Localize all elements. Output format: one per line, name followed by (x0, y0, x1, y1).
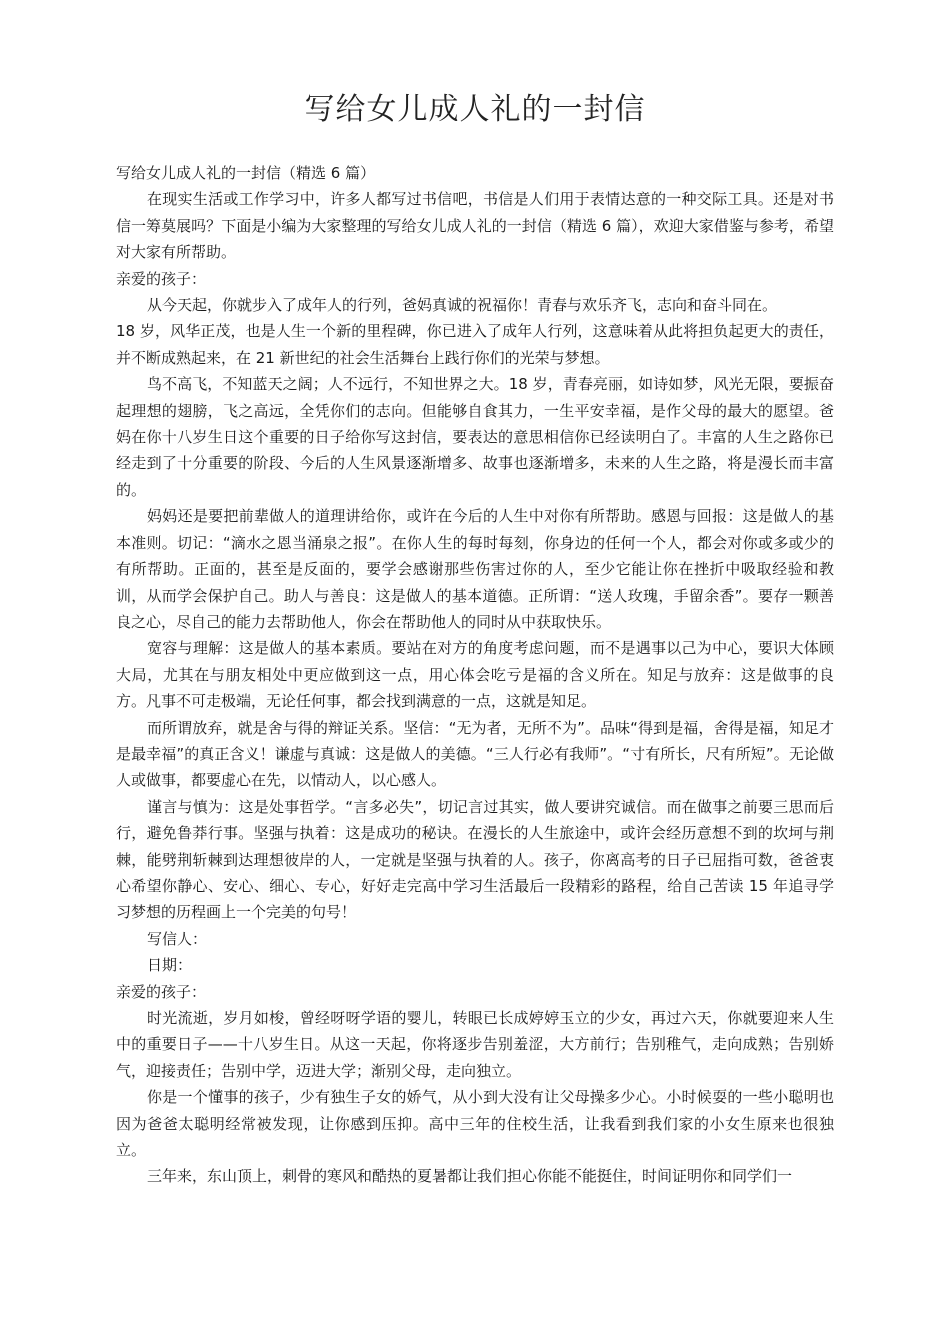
paragraph: 时光流逝，岁月如梭，曾经呀呀学语的婴儿，转眼已长成婷婷玉立的少女，再过六天，你就要迎来人生中的重要日子——十八岁生日。从这一天起，你将逐步告别羞涩，大方前行；告别稚气，走向成熟；告别娇气，迎接责任；告别中学，迈进大学；渐别父母，走向独立。 (116, 1009, 834, 1080)
paragraph: 鸟不高飞，不知蓝天之阔；人不远行，不知世界之大。18 岁，青春亮丽，如诗如梦，风光无限，要振奋起理想的翅膀，飞之高远，全凭你们的志向。但能够自食其力，一生平安幸福，是作父母的最大的愿望。爸妈在你十八岁生日这个重要的日子给你写这封信，要表达的意思相信你已经读明白了。丰富的人生之路你已经走到了十分重要的阶段、今后的人生风景逐渐增多、故事也逐渐增多，未来的人生之路，将是漫长而丰富的。 (116, 375, 834, 499)
paragraph: 妈妈还是要把前辈做人的道理讲给你，或许在今后的人生中对你有所帮助。感恩与回报：这是做人的基本准则。切记：“滴水之恩当涌泉之报”。在你人生的每时每刻，你身边的任何一个人，都会对你或多或少的有所帮助。正面的，甚至是反面的，要学会感谢那些伤害过你的人，至少它能让你在挫折中吸取经验和教训，从而学会保护自己。助人与善良：这是做人的基本道德。正所谓：“送人玫瑰，手留余香”。要存一颗善良之心，尽自己的能力去帮助他人，你会在帮助他人的同时从中获取快乐。 (116, 507, 834, 631)
paragraph: 谨言与慎为：这是处事哲学。“言多必失”，切记言过其实，做人要讲究诚信。而在做事之前要三思而后行，避免鲁莽行事。坚强与执着：这是成功的秘诀。在漫长的人生旅途中，或许会经历意想不到的坎坷与荆棘，能劈荆斩棘到达理想彼岸的人，一定就是坚强与执着的人。孩子，你离高考的日子已屈指可数，爸爸衷心希望你静心、安心、细心、专心，好好走完高中学习生活最后一段精彩的路程，给自己苦读 15 年追寻学习梦想的历程画上一个完美的句号！ (116, 797, 834, 922)
paragraph: 在现实生活或工作学习中，许多人都写过书信吧，书信是人们用于表情达意的一种交际工具。还是对书信一筹莫展吗？下面是小编为大家整理的写给女儿成人礼的一封信（精选 6 篇），欢迎大家借鉴与参考，希望对大家有所帮助。 (116, 190, 834, 262)
paragraph: 18 岁，风华正茂，也是人生一个新的里程碑，你已进入了成年人行列，这意味着从此将担负起更大的责任，并不断成熟起来，在 21 新世纪的社会生活舞台上践行你们的光荣与梦想。 (116, 322, 834, 367)
paragraph: 而所谓放弃，就是舍与得的辩证关系。坚信：“无为者，无所不为”。品味“得到是福，舍得是福，知足才是最幸福”的真正含义！谦虚与真诚：这是做人的美德。“三人行必有我师”。“寸有所长，尺有所短”。无论做人或做事，都要虚心在先，以情动人，以心感人。 (116, 718, 834, 790)
document-body (116, 160, 834, 1190)
salutation: 亲爱的孩子： (116, 269, 207, 288)
salutation: 亲爱的孩子： (116, 982, 207, 1001)
paragraph: 从今天起，你就步入了成年人的行列，爸妈真诚的祝福你！青春与欢乐齐飞，志向和奋斗同在。 (147, 296, 778, 315)
paragraph: 三年来，东山顶上，刺骨的寒风和酷热的夏暑都让我们担心你能不能挺住，时间证明你和同学们一 (147, 1167, 793, 1186)
date-label: 日期： (147, 956, 193, 975)
document-title: 写给女儿成人礼的一封信 (304, 92, 646, 127)
signature-label: 写信人： (147, 929, 208, 948)
paragraph: 你是一个懂事的孩子，少有独生子女的娇气，从小到大没有让父母操多少心。小时候耍的一些小聪明也因为爸爸太聪明经常被发现，让你感到压抑。高中三年的住校生活，让我看到我们家的小女生原来也很独立。 (116, 1088, 834, 1160)
paragraph: 写给女儿成人礼的一封信（精选 6 篇） (116, 164, 376, 182)
paragraph: 宽容与理解：这是做人的基本素质。要站在对方的角度考虑问题，而不是遇事以己为中心，要识大体顾大局，尤其在与朋友相处中更应做到这一点，用心体会吃亏是福的含义所在。知足与放弃：这是做事的良方。凡事不可走极端，无论任何事，都会找到满意的一点，这就是知足。 (116, 639, 834, 711)
